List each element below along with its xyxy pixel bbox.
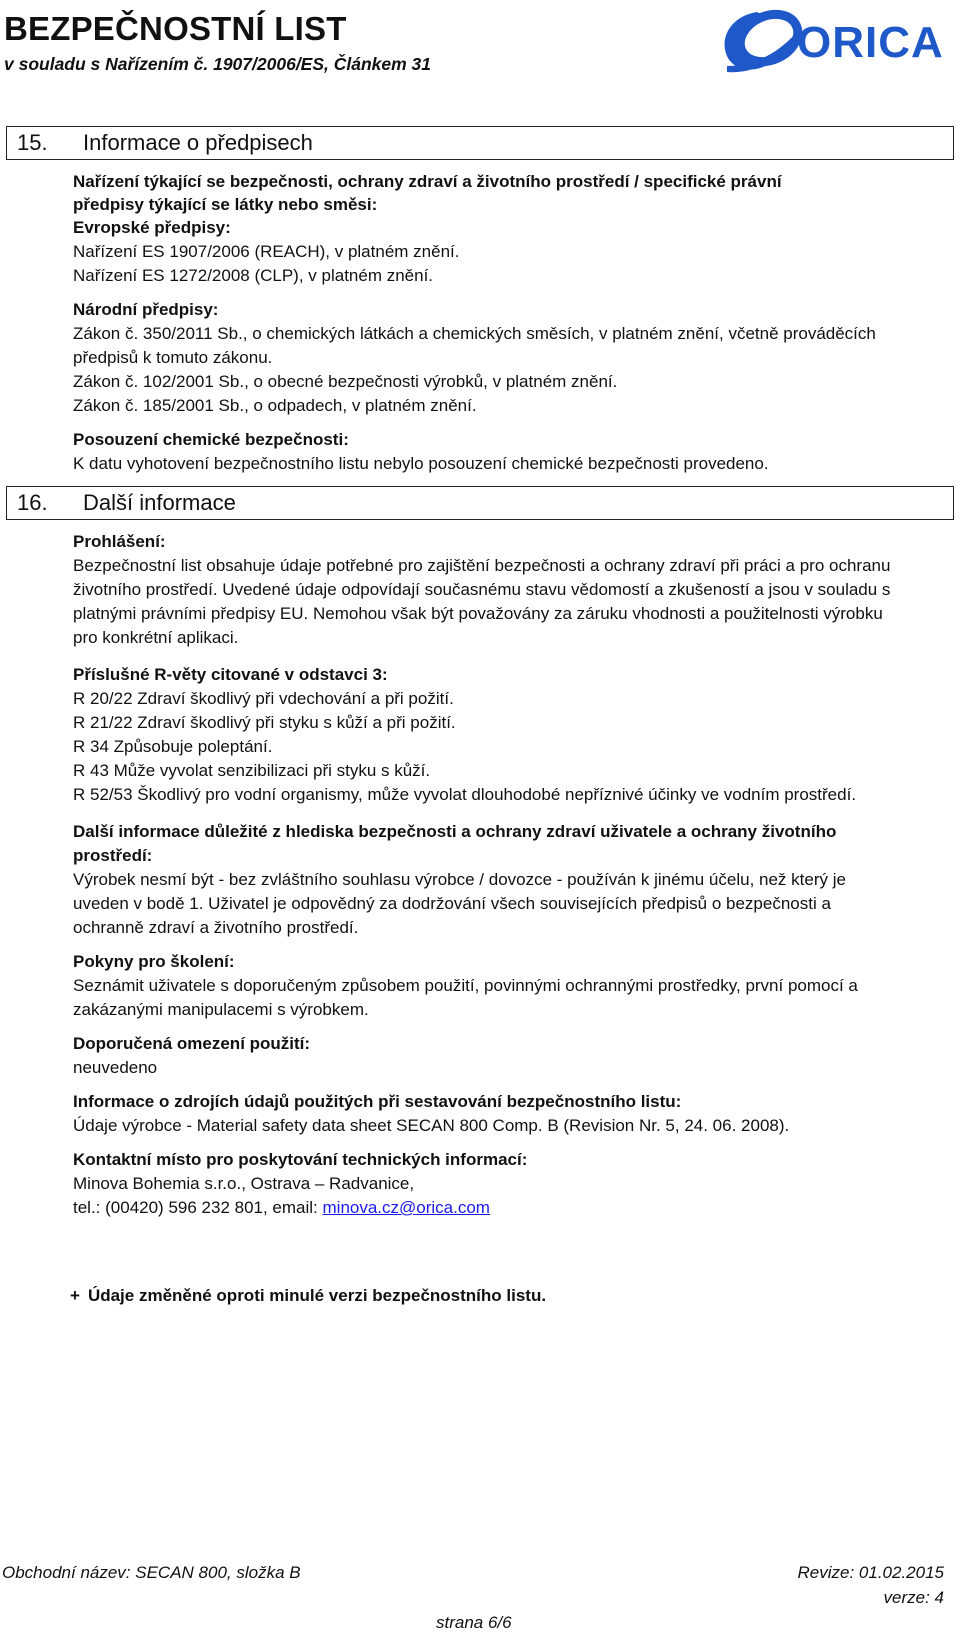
contact-company: Minova Bohemia s.r.o., Ostrava – Radvanice,: [73, 1174, 415, 1193]
regulations-lead-line-2: předpisy týkající se látky nebo směsi:: [73, 195, 378, 214]
section-16-content: [73, 530, 952, 1220]
national-regulation-item: Zákon č. 102/2001 Sb., o obecné bezpečnosti výrobků, v platném znění.: [73, 372, 618, 391]
section-16-header: [6, 486, 954, 520]
use-restrictions-heading: Doporučená omezení použití:: [73, 1034, 311, 1053]
footer-version: verze: 4: [883, 1588, 944, 1607]
r-phrase-item: R 52/53 Škodlivý pro vodní organismy, může vyvolat dlouhodobé nepříznivé účinky ve vodním prostředí.: [73, 785, 857, 804]
change-note: [70, 1286, 546, 1306]
national-regulation-item: Zákon č. 185/2001 Sb., o odpadech, v platném znění.: [73, 396, 477, 415]
further-info-heading: Další informace důležité z hlediska bezpečnosti a ochrany zdraví uživatele a ochrany životního prostředí:: [73, 822, 837, 865]
footer-page-number: strana 6/6: [436, 1613, 512, 1632]
section-15-content: [73, 170, 952, 476]
footer-trade-name: Obchodní název: SECAN 800, složka B: [2, 1563, 301, 1582]
contact-phone-line: [73, 1196, 952, 1220]
document-title: BEZPEČNOSTNÍ LIST: [4, 10, 347, 47]
national-regulation-item: Zákon č. 350/2011 Sb., o chemických látkách a chemických směsích, v platném znění, včetně prováděcích předpisů k tomuto zákonu.: [73, 324, 876, 367]
data-sources-heading: Informace o zdrojích údajů použitých při sestavování bezpečnostního listu:: [73, 1092, 682, 1111]
section-15-number: 15.: [17, 130, 48, 155]
footer-revision: Revize: 01.02.2015: [797, 1563, 944, 1582]
r-phrase-item: R 43 Může vyvolat senzibilizaci při styku s kůží.: [73, 761, 431, 780]
use-restrictions-text: neuvedeno: [73, 1058, 158, 1077]
national-regulations-heading: Národní předpisy:: [73, 300, 219, 319]
section-15-header: [6, 126, 954, 160]
data-sources-text: Údaje výrobce - Material safety data sheet SECAN 800 Comp. B (Revision Nr. 5, 24. 06. 2008).: [73, 1116, 790, 1135]
orica-logo-text: ORICA: [797, 18, 944, 67]
training-heading: Pokyny pro školení:: [73, 952, 235, 971]
r-phrase-item: R 34 Způsobuje poleptání.: [73, 737, 273, 756]
r-phrases-heading: Příslušné R-věty citované v odstavci 3:: [73, 665, 388, 684]
eu-regulation-item: Nařízení ES 1272/2008 (CLP), v platném znění.: [73, 266, 434, 285]
section-15-title: Informace o předpisech: [83, 130, 313, 155]
contact-heading: Kontaktní místo pro poskytování technických informací:: [73, 1150, 528, 1169]
declaration-heading: Prohlášení:: [73, 532, 166, 551]
training-text: Seznámit uživatele s doporučeným způsobem použití, povinnými ochrannými prostředky, první pomocí a zakázanými manipulacemi s výrobkem.: [73, 976, 858, 1019]
change-note-text: Údaje změněné oproti minulé verzi bezpečnostního listu.: [87, 1286, 547, 1305]
contact-email-link[interactable]: minova.cz@orica.com: [322, 1198, 490, 1217]
change-marker: +: [70, 1286, 80, 1305]
chemical-safety-assessment-heading: Posouzení chemické bezpečnosti:: [73, 430, 349, 449]
r-phrase-item: R 20/22 Zdraví škodlivý při vdechování a při požití.: [73, 689, 454, 708]
r-phrase-item: R 21/22 Zdraví škodlivý při styku s kůží a při požití.: [73, 713, 456, 732]
section-16-number: 16.: [17, 490, 48, 515]
eu-regulations-heading: Evropské předpisy:: [73, 218, 231, 237]
orica-logo: [713, 4, 955, 84]
further-info-text: Výrobek nesmí být - bez zvláštního souhlasu výrobce / dovozce - používán k jinému účelu, než který je uveden v bodě 1. Uživatel je odpovědný za dodržování všech souvisejících předpisů o bezpečnosti a ochranně zdraví a životního prostředí.: [73, 870, 846, 937]
document-subtitle: v souladu s Nařízením č. 1907/2006/ES, Článkem 31: [4, 54, 432, 74]
declaration-text: Bezpečnostní list obsahuje údaje potřebné pro zajištění bezpečnosti a ochrany zdraví při práci a pro ochranu životního prostředí. Uvedené údaje odpovídají současnému stavu vědomostí a zkušeností a jsou v souladu s platnými právními předpisy EU. Nemohou však být považovány za záruku vhodnosti a použitelnosti výrobku pro konkrétní aplikaci.: [73, 556, 891, 647]
chemical-safety-assessment-text: K datu vyhotovení bezpečnostního listu nebylo posouzení chemické bezpečnosti provedeno.: [73, 454, 769, 473]
section-16-title: Další informace: [83, 490, 236, 515]
regulations-lead-line-1: Nařízení týkající se bezpečnosti, ochrany zdraví a životního prostředí / specifické právní: [73, 172, 782, 191]
contact-phone: tel.: (00420) 596 232 801, email:: [73, 1198, 323, 1217]
eu-regulation-item: Nařízení ES 1907/2006 (REACH), v platném znění.: [73, 242, 460, 261]
